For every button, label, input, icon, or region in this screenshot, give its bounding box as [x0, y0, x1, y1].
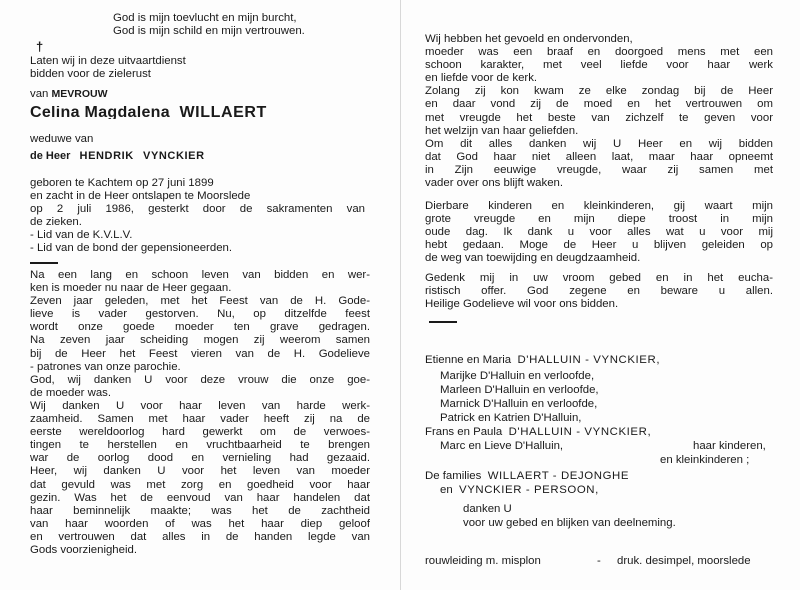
bio-line: lieve is vader gestorven. Nu, op ditzelfde feest: [30, 308, 370, 321]
bio-line: dat gevuld was met zorg en goedheid voor haar: [30, 478, 370, 491]
motto-line: God is mijn toevlucht en mijn burcht,: [113, 12, 297, 24]
tribute-line: en daar vond zij de moed en het vertrouwen om: [425, 98, 773, 111]
membership-line: - Lid van de bond der gepensioneerden.: [30, 242, 233, 255]
bio-line: Heer, wij danken U voor het leven van moeder: [30, 465, 370, 478]
families-en: en: [440, 484, 453, 496]
families-prefix: De families: [425, 470, 482, 482]
bio-line: ken is moeder nu naar de Heer gegaan.: [30, 282, 232, 295]
bio-line: eerste wereldoorlog hard gewerkt om de verwoes-: [30, 426, 370, 439]
tribute-line: Om dit alles danken wij U Heer en wij bidden: [425, 137, 773, 150]
bio-line: God, wij danken U voor deze vrouw die onze goe-: [30, 373, 370, 386]
thanks-line: voor uw gebed en blijken van deelneming.: [463, 517, 676, 529]
prayer-line: ristisch offer. God zegene en beware u allen.: [425, 285, 773, 298]
families-vynckier: VYNCKIER - PERSOON,: [459, 484, 599, 496]
bio-line: gezin. Was het de eenvoud van haar handelen dat: [30, 491, 370, 504]
birth-line: en zacht in de Heer ontslapen te Moorslede: [30, 190, 251, 203]
children-line: oude dag. Ik dank u voor alles wat u voor mij: [425, 226, 773, 239]
membership-line: - Lid van de K.V.L.V.: [30, 229, 133, 242]
mevrouw-label: MEVROUW: [51, 88, 108, 100]
bio-line: Na zeven jaar scheiding mogen zij weerom samen: [30, 334, 370, 347]
husband-prefix: de Heer: [30, 150, 71, 162]
grandchild-line: Patrick en Katrien D'Halluin,: [440, 412, 582, 424]
tribute-line: het welzijn van haar geliefden.: [425, 124, 579, 137]
bio-line: war de oorlog dood en vernieling had gezaaid.: [30, 452, 370, 465]
tribute-line: dat God haar niet alleen laat, maar haar opneemt: [425, 150, 773, 163]
deceased-name: [30, 106, 267, 119]
intro-line: Laten wij in deze uitvaartdienst: [30, 55, 186, 67]
couple-1-names: Etienne en Maria: [425, 354, 512, 366]
husband-name: [30, 150, 205, 163]
tribute-line: moeder was een braaf en doorgoed mens met een: [425, 46, 773, 59]
bio-line: bij de Heer het Feest vieren van de H. Godelieve: [30, 347, 370, 360]
prayer-line: Gedenk mij in uw vroom gebed en in het eucha-: [425, 272, 773, 284]
haar-kinderen: haar kinderen,: [693, 440, 766, 452]
bio-line: - patrones van onze parochie.: [30, 360, 181, 373]
intro-line: bidden voor de zielerust: [30, 68, 151, 80]
children-line: hebt gedaan. Moge de Heer u blijven geleiden op: [425, 239, 773, 252]
separator-rule: [429, 321, 457, 323]
tribute-line: Wij hebben het gevoeld en ondervonden,: [425, 33, 633, 45]
prayer-paragraph: [425, 272, 773, 311]
couple-1: [425, 354, 660, 367]
children-paragraph: [425, 200, 773, 265]
kleinkinderen: en kleinkinderen ;: [660, 454, 750, 466]
biography-block: [30, 269, 370, 557]
bio-line: haar beminnelijk maakte; was het de zachtheid: [30, 504, 370, 517]
deceased-first-names: Celina Magdalena: [30, 106, 170, 120]
prayer-line: Heilige Godelieve wil voor ons bidden.: [425, 298, 619, 311]
bio-line: Zeven jaar geleden, met het Feest van de H. Gode-: [30, 295, 370, 308]
families-willaert: WILLAERT - DEJONGHE: [487, 470, 630, 482]
birth-line: geboren te Kachtem op 27 juni 1899: [30, 177, 214, 189]
danken-line: danken U: [463, 503, 512, 515]
couple-1-surname: D'HALLUIN - VYNCKIER,: [517, 354, 661, 366]
birth-block: [30, 177, 365, 256]
grandchild-line: Marnick D'Halluin en verloofde,: [440, 398, 598, 410]
footer-credits: [425, 555, 777, 568]
bio-line: tingen te herstellen en vruchtbaarheid te brengen: [30, 439, 370, 452]
bio-line: Wij danken U voor haar leven van harde werk-: [30, 399, 370, 412]
bio-line: Gods voorzienigheid.: [30, 543, 138, 556]
weduwe-label: weduwe van: [30, 133, 94, 145]
tribute-line: met vreugde het beste van zichzelf te geven voor: [425, 111, 773, 124]
van-mevrouw: [30, 88, 108, 101]
grandchild-line: Marc en Lieve D'Halluin,: [440, 440, 564, 452]
footer-dash: -: [597, 555, 601, 567]
tribute-line: Zolang zij kon kwam ze elke zondag bij de Heer: [425, 85, 773, 98]
bio-line: Na een lang en schoon leven van bidden en wer-: [30, 269, 370, 281]
couple-2-names: Frans en Paula: [425, 426, 503, 438]
families-line: [425, 470, 629, 483]
fold-line: [400, 0, 401, 590]
tribute-line: en liefde voor de kerk.: [425, 72, 538, 85]
birth-line: op 2 juli 1986, gesterkt door de sakramenten van: [30, 203, 365, 216]
tribute-line: schoon karakter, met veel liefde voor haar werk: [425, 59, 773, 72]
cross-icon: †: [36, 39, 44, 54]
footer-printer: druk. desimpel, moorslede: [617, 555, 751, 567]
couple-2-surname: D'HALLUIN - VYNCKIER,: [508, 426, 652, 438]
separator-rule: [30, 262, 58, 264]
children-line: Dierbare kinderen en kleinkinderen, gij waart mijn: [425, 200, 773, 212]
bio-line: en vertrouwen dat alles in de handen legde van: [30, 530, 370, 543]
van-label: van: [30, 88, 49, 100]
tribute-line: in Zijn eeuwige vreugde, waar zij samen met: [425, 163, 773, 176]
husband-last: VYNCKIER: [143, 150, 205, 162]
husband-first: HENDRIK: [79, 150, 134, 162]
children-line: grote vreugde en mijn diepe troost in mijn: [425, 213, 773, 226]
deceased-last-name: WILLAERT: [179, 106, 267, 120]
bio-line: wordt onze goede moeder ten grave gedragen.: [30, 321, 370, 334]
tribute-line: vader over ons blijft waken.: [425, 177, 564, 190]
grandchild-line: Marleen D'Halluin en verloofde,: [440, 384, 599, 396]
birth-line: de zieken.: [30, 216, 82, 229]
couple-2: [425, 426, 651, 439]
bio-line: zaamheid. Samen met haar vader heeft zij na de: [30, 413, 370, 426]
children-line: de weg van toewijding en deugdzaamheid.: [425, 252, 641, 265]
bio-line: van haar woorden of was het haar diep geloof: [30, 517, 370, 530]
bio-line: de moeder was.: [30, 386, 112, 399]
footer-undertaker: rouwleiding m. misplon: [425, 555, 541, 567]
grandchild-line: Marijke D'Halluin en verloofde,: [440, 370, 595, 382]
tribute-paragraph: [425, 33, 773, 190]
motto-line: God is mijn schild en mijn vertrouwen.: [113, 25, 305, 37]
families-line-2: [440, 484, 599, 497]
